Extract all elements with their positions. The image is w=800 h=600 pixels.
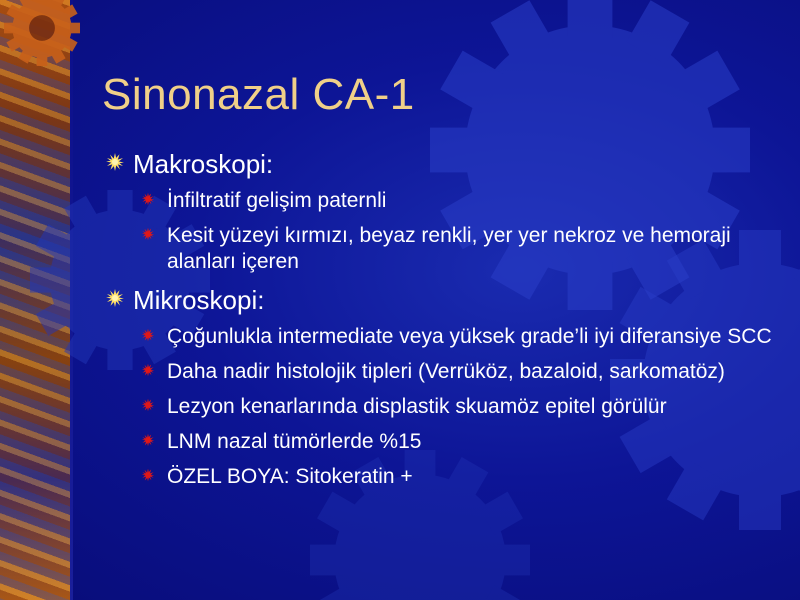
- list-item: [105, 394, 785, 420]
- list-item-text: Kesit yüzeyi kırmızı, beyaz renkli, yer yer nekroz ve hemoraji alanları içeren: [167, 224, 731, 273]
- list-item: [105, 188, 785, 214]
- gear-icon: [4, 0, 80, 66]
- list-item-text: ÖZEL BOYA: Sitokeratin +: [167, 465, 413, 488]
- red-burst-bullet-icon: [141, 328, 155, 342]
- sunburst-bullet-icon: [105, 152, 125, 172]
- list-item-text: Daha nadir histolojik tipleri (Verrüköz, bazaloid, sarkomatöz): [167, 360, 725, 383]
- list-item: [105, 464, 785, 490]
- list-item: [105, 223, 785, 275]
- red-burst-bullet-icon: [141, 398, 155, 412]
- list-item-text: Çoğunlukla intermediate veya yüksek grade’li iyi diferansiye SCC: [167, 325, 772, 348]
- list-item-text: İnfiltratif gelişim paternli: [167, 189, 387, 212]
- list-item: [105, 429, 785, 455]
- section-heading-label: Makroskopi:: [133, 149, 274, 179]
- list-item: [105, 324, 785, 350]
- section-heading-mikroskopi: [105, 284, 785, 316]
- slide-title: Sinonazal CA-1: [102, 70, 415, 119]
- red-burst-bullet-icon: [141, 363, 155, 377]
- section-heading-label: Mikroskopi:: [133, 285, 265, 315]
- list-item-text: LNM nazal tümörlerde %15: [167, 430, 422, 453]
- red-burst-bullet-icon: [141, 192, 155, 206]
- list-item-text: Lezyon kenarlarında displastik skuamöz epitel görülür: [167, 395, 667, 418]
- list-item: [105, 359, 785, 385]
- red-burst-bullet-icon: [141, 468, 155, 482]
- sunburst-bullet-icon: [105, 288, 125, 308]
- section-heading-makroskopi: [105, 148, 785, 180]
- slide-content: [105, 148, 785, 499]
- red-burst-bullet-icon: [141, 433, 155, 447]
- red-burst-bullet-icon: [141, 227, 155, 241]
